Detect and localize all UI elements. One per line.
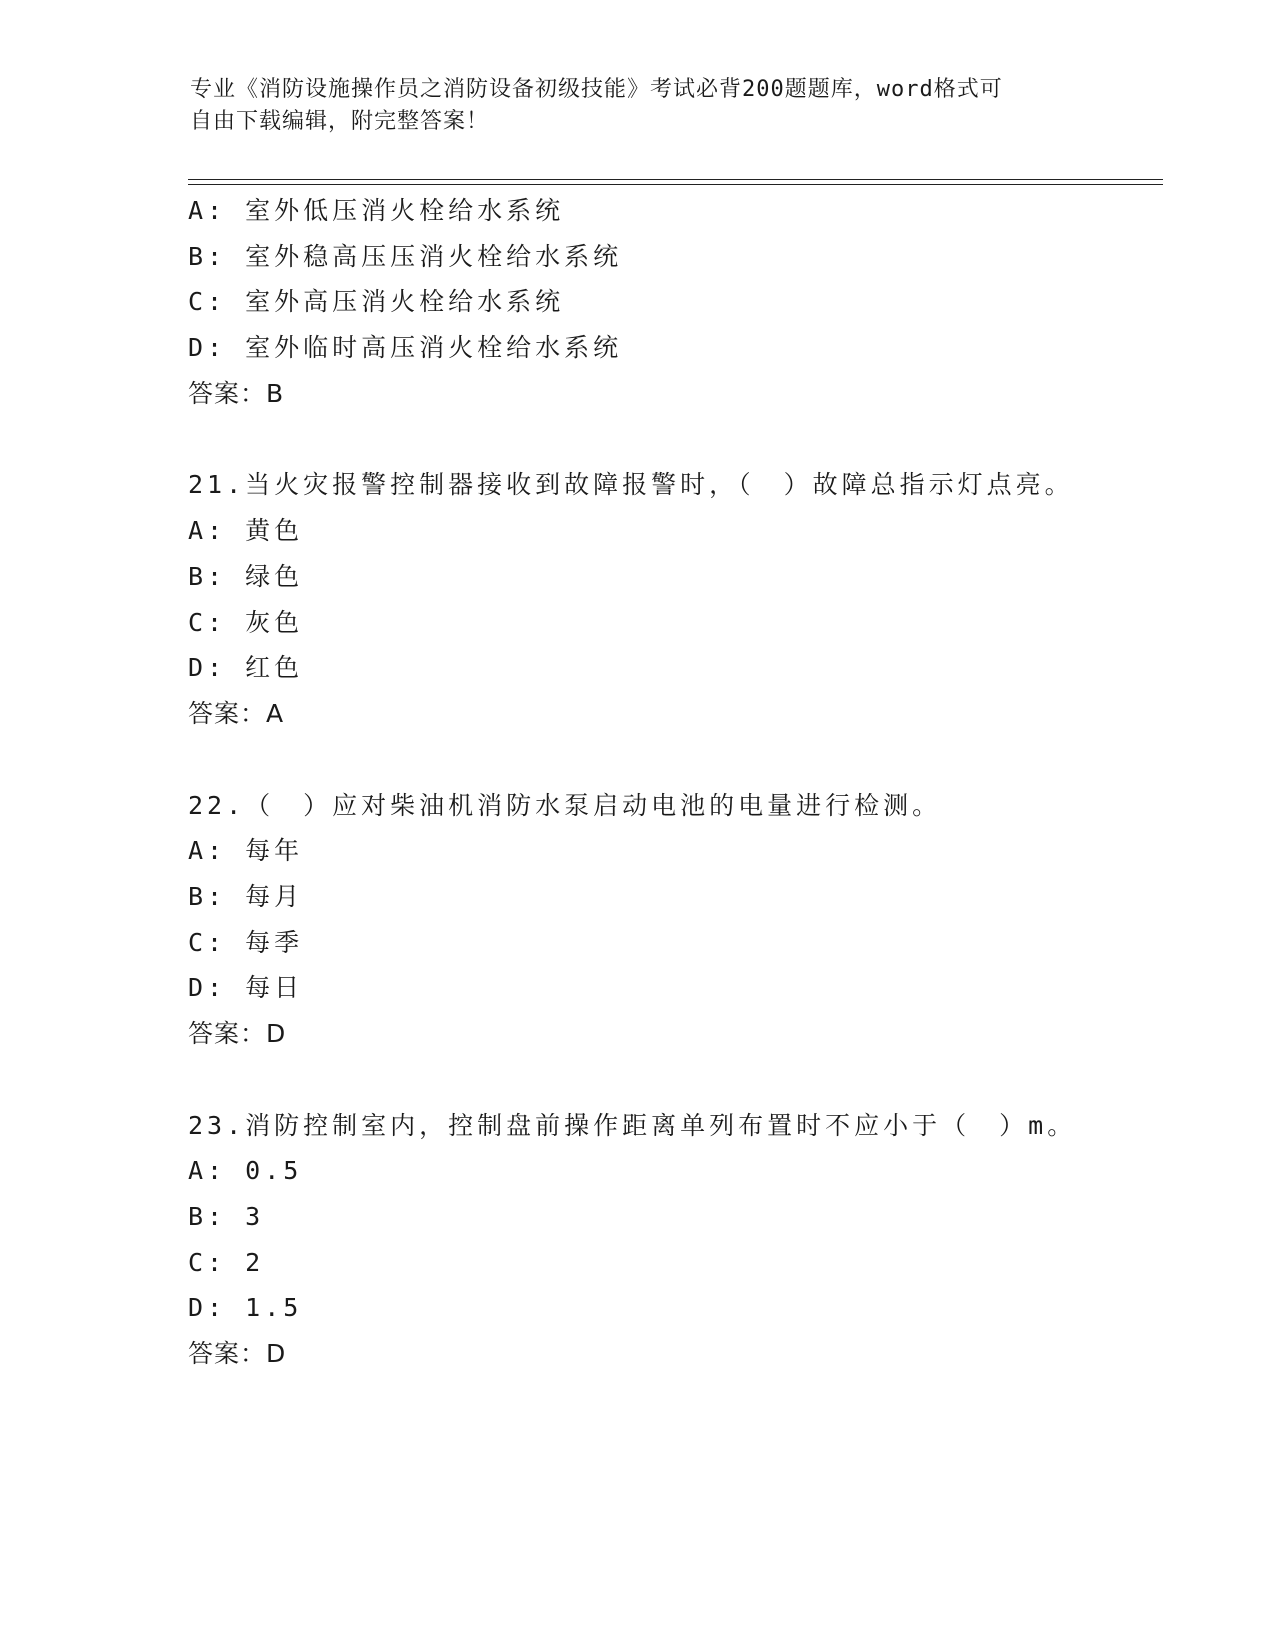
question-stem: 21.当火灾报警控制器接收到故障报警时，（ ）故障总指示灯点亮。 bbox=[188, 470, 1074, 500]
option-a: A: 黄色 bbox=[188, 516, 304, 546]
answer: 答案：D bbox=[188, 1019, 287, 1048]
header-divider-bottom bbox=[188, 184, 1163, 185]
option-d: D: 室外临时高压消火栓给水系统 bbox=[188, 333, 623, 363]
option-c: C: 每季 bbox=[188, 927, 304, 957]
option-a: A: 0.5 bbox=[188, 1156, 303, 1186]
spacer bbox=[188, 1057, 1168, 1103]
option-c: C: 2 bbox=[188, 1247, 265, 1277]
question-stem: 23.消防控制室内，控制盘前操作距离单列布置时不应小于（ ）m。 bbox=[188, 1110, 1077, 1140]
option-a: A: 每年 bbox=[188, 836, 304, 866]
option-a: A: 室外低压消火栓给水系统 bbox=[188, 196, 565, 225]
answer: 答案：D bbox=[188, 1339, 287, 1369]
option-b: B: 绿色 bbox=[188, 561, 304, 591]
spacer bbox=[188, 737, 1168, 783]
option-b: B: 室外稳高压压消火栓给水系统 bbox=[188, 241, 623, 271]
option-b: B: 3 bbox=[188, 1202, 265, 1232]
option-b: B: 每月 bbox=[188, 881, 304, 911]
document-header bbox=[190, 74, 1090, 138]
option-d: D: 每日 bbox=[188, 973, 304, 1003]
option-d: D: 1.5 bbox=[188, 1293, 303, 1323]
answer: 答案：B bbox=[188, 378, 285, 408]
option-c: C: 室外高压消火栓给水系统 bbox=[188, 287, 565, 317]
question-list bbox=[188, 188, 1168, 1377]
header-line-1: 专业《消防设施操作员之消防设备初级技能》考试必背200题题库，word格式可 bbox=[190, 77, 1003, 102]
spacer bbox=[188, 416, 1168, 462]
question-stem: 22.（ ）应对柴油机消防水泵启动电池的电量进行检测。 bbox=[188, 790, 942, 820]
answer: 答案：A bbox=[188, 698, 285, 728]
option-c: C: 灰色 bbox=[188, 607, 304, 637]
header-line-2: 自由下载编辑，附完整答案！ bbox=[190, 109, 490, 134]
header-divider-top bbox=[188, 179, 1163, 180]
option-d: D: 红色 bbox=[188, 653, 304, 683]
